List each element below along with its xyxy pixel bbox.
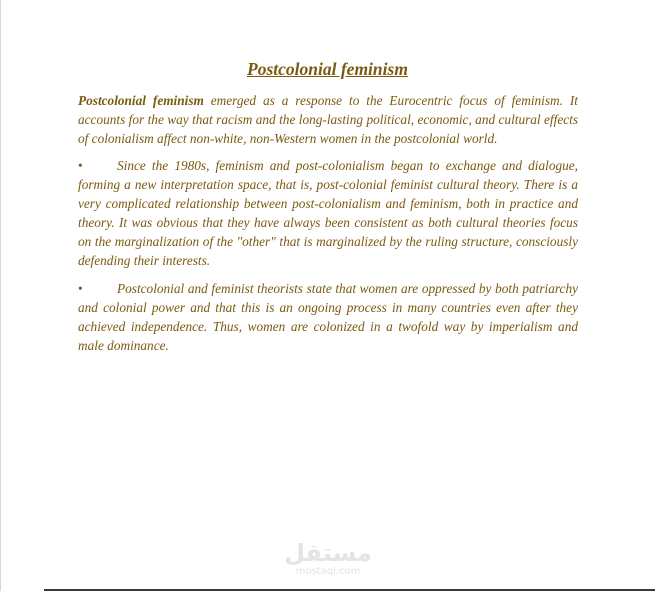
watermark-url: mostaql.com xyxy=(295,566,361,577)
bullet-paragraph xyxy=(78,279,578,355)
document-body xyxy=(78,91,578,364)
bullet-text: Since the 1980s, feminism and post-colonialism began to exchange and dialogue, forming a new interpretation space, that is, post-colonial feminist cultural theory. There is a very complicated relationship between post-colonialism and feminism, both in practice and theory. It was obvious that they have always been consistent as both cultural theories focus on the marginalization of the "other" that is marginalized by the ruling structure, consciously defending their interests. xyxy=(78,158,578,268)
bullet-icon: • xyxy=(78,158,83,173)
bullet-text: Postcolonial and feminist theorists state that women are oppressed by both patriarchy and colonial power and that this is an ongoing process in many countries even after they achieved independence. Thus, women are colonized in a twofold way by imperialism and male dominance. xyxy=(78,281,578,353)
intro-text: emerged as a response to the Eurocentric focus of feminism. It accounts for the way that racism and the long-lasting political, economic, and cultural effects of colonialism affect non-white, non-Western women in the postcolonial world. xyxy=(78,93,578,146)
mostaql-watermark xyxy=(278,540,378,578)
bullet-paragraph xyxy=(78,156,578,270)
page-title: Postcolonial feminism xyxy=(247,59,408,79)
page-left-edge xyxy=(0,0,1,591)
watermark-logo: مستقل xyxy=(284,539,372,567)
bullet-icon: • xyxy=(78,281,83,296)
intro-paragraph xyxy=(78,91,578,148)
intro-lead-term: Postcolonial feminism xyxy=(78,93,204,108)
